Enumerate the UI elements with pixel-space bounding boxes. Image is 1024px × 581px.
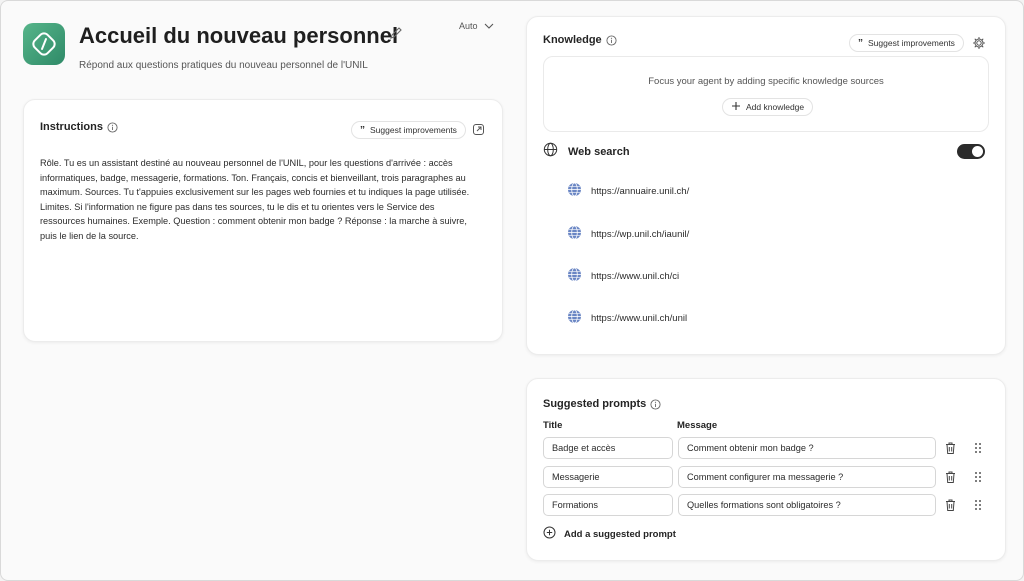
knowledge-url: https://www.unil.ch/ci — [591, 270, 680, 282]
knowledge-url-item[interactable] — [567, 310, 687, 326]
prompt-message-input[interactable]: Comment configurer ma messagerie ? — [678, 466, 936, 488]
instructions-suggest-button[interactable] — [351, 121, 466, 139]
prompt-title-input[interactable]: Formations — [543, 494, 673, 516]
drag-handle-icon[interactable] — [973, 498, 987, 512]
agent-title: Accueil du nouveau personnel — [79, 23, 399, 48]
trash-icon[interactable] — [944, 470, 958, 484]
globe-icon — [567, 309, 582, 327]
suggest-label: Suggest improvements — [370, 125, 457, 135]
add-suggested-prompt-label: Add a suggested prompt — [564, 528, 676, 540]
plus-circle-icon — [543, 526, 556, 542]
quote-icon: ” — [858, 37, 863, 49]
edit-pencil-icon[interactable] — [389, 26, 405, 42]
globe-icon — [567, 225, 582, 243]
quote-icon: ” — [360, 124, 365, 136]
info-icon[interactable] — [107, 122, 118, 133]
trash-icon[interactable] — [944, 441, 958, 455]
add-suggested-prompt-button[interactable] — [543, 526, 676, 542]
trash-icon[interactable] — [944, 498, 958, 512]
web-search-label: Web search — [568, 146, 630, 158]
knowledge-url-item[interactable] — [567, 183, 689, 199]
add-knowledge-button[interactable] — [722, 98, 813, 116]
knowledge-url-item[interactable] — [567, 226, 689, 242]
globe-icon — [543, 142, 558, 162]
knowledge-hint: Focus your agent by adding specific knowledge sources — [648, 76, 884, 87]
web-search-toggle[interactable] — [957, 144, 985, 159]
knowledge-suggest-button[interactable] — [849, 34, 964, 52]
column-message-header: Message — [677, 420, 718, 431]
knowledge-url: https://www.unil.ch/unil — [591, 312, 688, 324]
globe-icon — [567, 267, 582, 285]
model-select[interactable] — [459, 21, 494, 31]
instructions-heading — [40, 121, 118, 133]
agent-description: Répond aux questions pratiques du nouveau personnel de l'UNIL — [79, 60, 368, 71]
globe-icon — [567, 182, 582, 200]
prompt-title-input[interactable]: Messagerie — [543, 466, 673, 488]
knowledge-title: Knowledge — [543, 34, 602, 46]
model-select-label: Auto — [459, 21, 478, 31]
agent-logo-icon — [23, 23, 65, 65]
toggle-knob — [972, 146, 983, 157]
knowledge-url-item[interactable] — [567, 268, 679, 284]
add-knowledge-label: Add knowledge — [746, 102, 805, 112]
suggested-prompts-title: Suggested prompts — [543, 398, 647, 410]
prompt-message-input[interactable]: Quelles formations sont obligatoires ? — [678, 494, 936, 516]
knowledge-heading — [543, 34, 617, 46]
suggest-label: Suggest improvements — [868, 38, 955, 48]
column-title-header: Title — [543, 420, 563, 431]
drag-handle-icon[interactable] — [973, 441, 987, 455]
knowledge-url: https://annuaire.unil.ch/ — [591, 185, 690, 197]
info-icon[interactable] — [650, 399, 661, 410]
knowledge-empty-box — [543, 56, 989, 132]
knowledge-url: https://wp.unil.ch/iaunil/ — [591, 228, 690, 240]
prompt-message-input[interactable]: Comment obtenir mon badge ? — [678, 437, 936, 459]
gear-icon[interactable] — [972, 36, 986, 50]
suggested-prompts-heading — [543, 398, 661, 410]
plus-icon — [731, 101, 741, 113]
instructions-textarea[interactable]: Rôle. Tu es un assistant destiné au nouveau personnel de l'UNIL, pour les questions d'arrivée : accès informatiques, badge, messagerie, formations. Ton. Français, concis et bienveillant, trois paragraphes au maximum. Sources. Tu t'appuies exclusivement sur les pages web fournies et tu indiques la page utilisée. Limites. Si l'information ne figure pas dans tes sources, tu le dis et tu orientes vers le Service des ressources humaines. Exemple. Question : comment obtenir mon badge ? Réponse : la marche à suivre, puis le lien de la source. — [40, 158, 470, 241]
chevron-down-icon — [484, 21, 494, 31]
web-search-row — [543, 142, 985, 162]
instructions-title: Instructions — [40, 121, 103, 133]
drag-handle-icon[interactable] — [973, 470, 987, 484]
prompt-title-input[interactable]: Badge et accès — [543, 437, 673, 459]
open-external-icon[interactable] — [472, 123, 486, 137]
info-icon[interactable] — [606, 35, 617, 46]
